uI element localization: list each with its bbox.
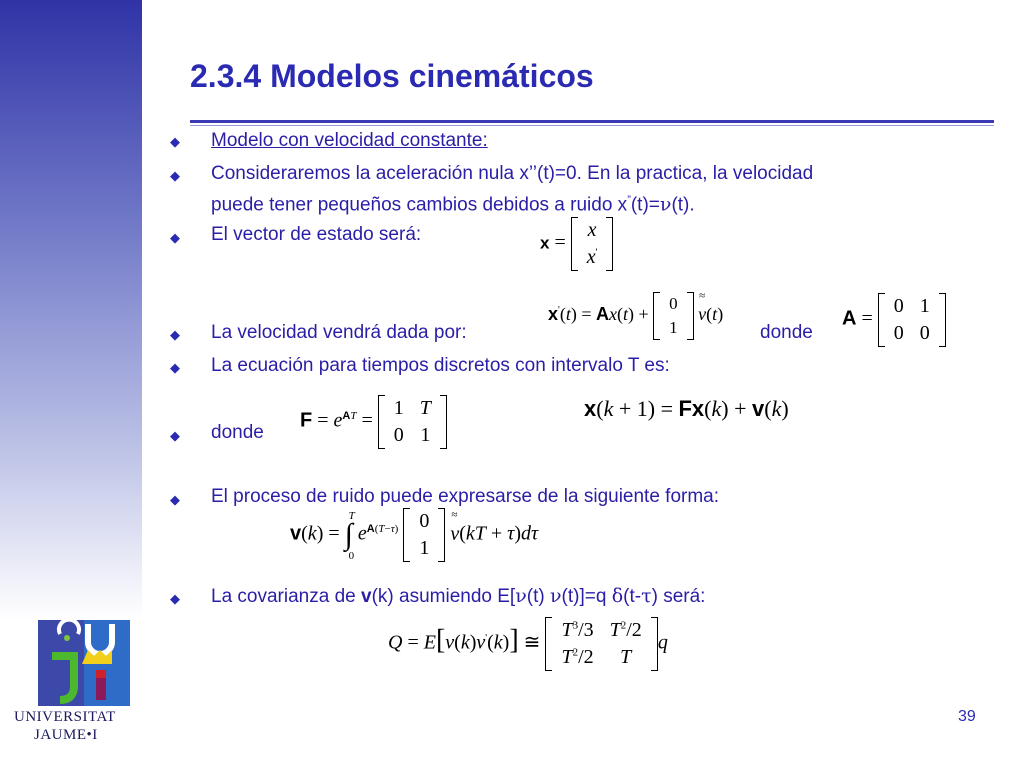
label-donde-A: donde	[760, 322, 813, 343]
bullet-icon: ◆	[170, 591, 180, 606]
university-name: UNIVERSITAT JAUME•I	[14, 709, 116, 743]
title-rule	[190, 120, 994, 123]
equation-discrete: x(k + 1) = Fx(k) + v(k)	[584, 396, 789, 421]
equation-matrix-F: $F = e^{AT}$ = 1 T 0 1	[300, 395, 447, 449]
bullet-velocidad: La velocidad vendrá dada por:	[211, 322, 467, 343]
page-number: 39	[958, 708, 976, 725]
equation-state-vector: x = x x'	[540, 217, 613, 271]
bullet-aceleracion-line2: puede tener pequeños cambios debidos a ruido x”(t)=ν(t).	[211, 193, 695, 216]
bullet-icon: ◆	[170, 492, 180, 507]
bullet-icon: ◆	[170, 134, 180, 149]
equation-matrix-A: A = 0 1 0 0	[842, 293, 946, 347]
university-logo	[30, 620, 140, 710]
bullet-modelo-velocidad: Modelo con velocidad constante:	[211, 130, 488, 151]
bullet-proceso-ruido: El proceso de ruido puede expresarse de la siguiente forma:	[211, 486, 720, 507]
bullet-donde-F: donde	[211, 422, 264, 443]
bullet-aceleracion-line1: Consideraremos la aceleración nula x’’(t)=0. En la practica, la velocidad	[211, 163, 814, 184]
bullet-vector-estado: El vector de estado será:	[211, 224, 422, 245]
bullet-covarianza: La covarianza de v(k) asumiendo E[ν(t) ν(t)]=q δ(t-τ) será:	[211, 585, 706, 607]
equation-noise-process: v(k) = ∫ T 0 $e^{A(T-\tau)}$ 0 1 ≈ ν(kT + τ)dτ	[290, 508, 539, 562]
bullet-icon: ◆	[170, 360, 180, 375]
bullet-icon: ◆	[170, 168, 180, 183]
bullet-icon: ◆	[170, 230, 180, 245]
title-rule-thin	[190, 125, 994, 126]
slide-title: 2.3.4 Modelos cinemáticos	[190, 58, 594, 94]
bullet-icon: ◆	[170, 327, 180, 342]
side-stripe	[0, 0, 142, 620]
equation-velocity: x'(t) = Ax(t) + 0 1 ≈ ν(t)	[548, 292, 723, 340]
bullet-icon: ◆	[170, 428, 180, 443]
bullet-ecuacion-discreta: La ecuación para tiempos discretos con intervalo T es:	[211, 355, 670, 376]
equation-covariance: Q = E[v(k)v'(k)] ≅ $T^3/3$ $T^2/2$ $T^2/2$ T q	[388, 617, 668, 671]
